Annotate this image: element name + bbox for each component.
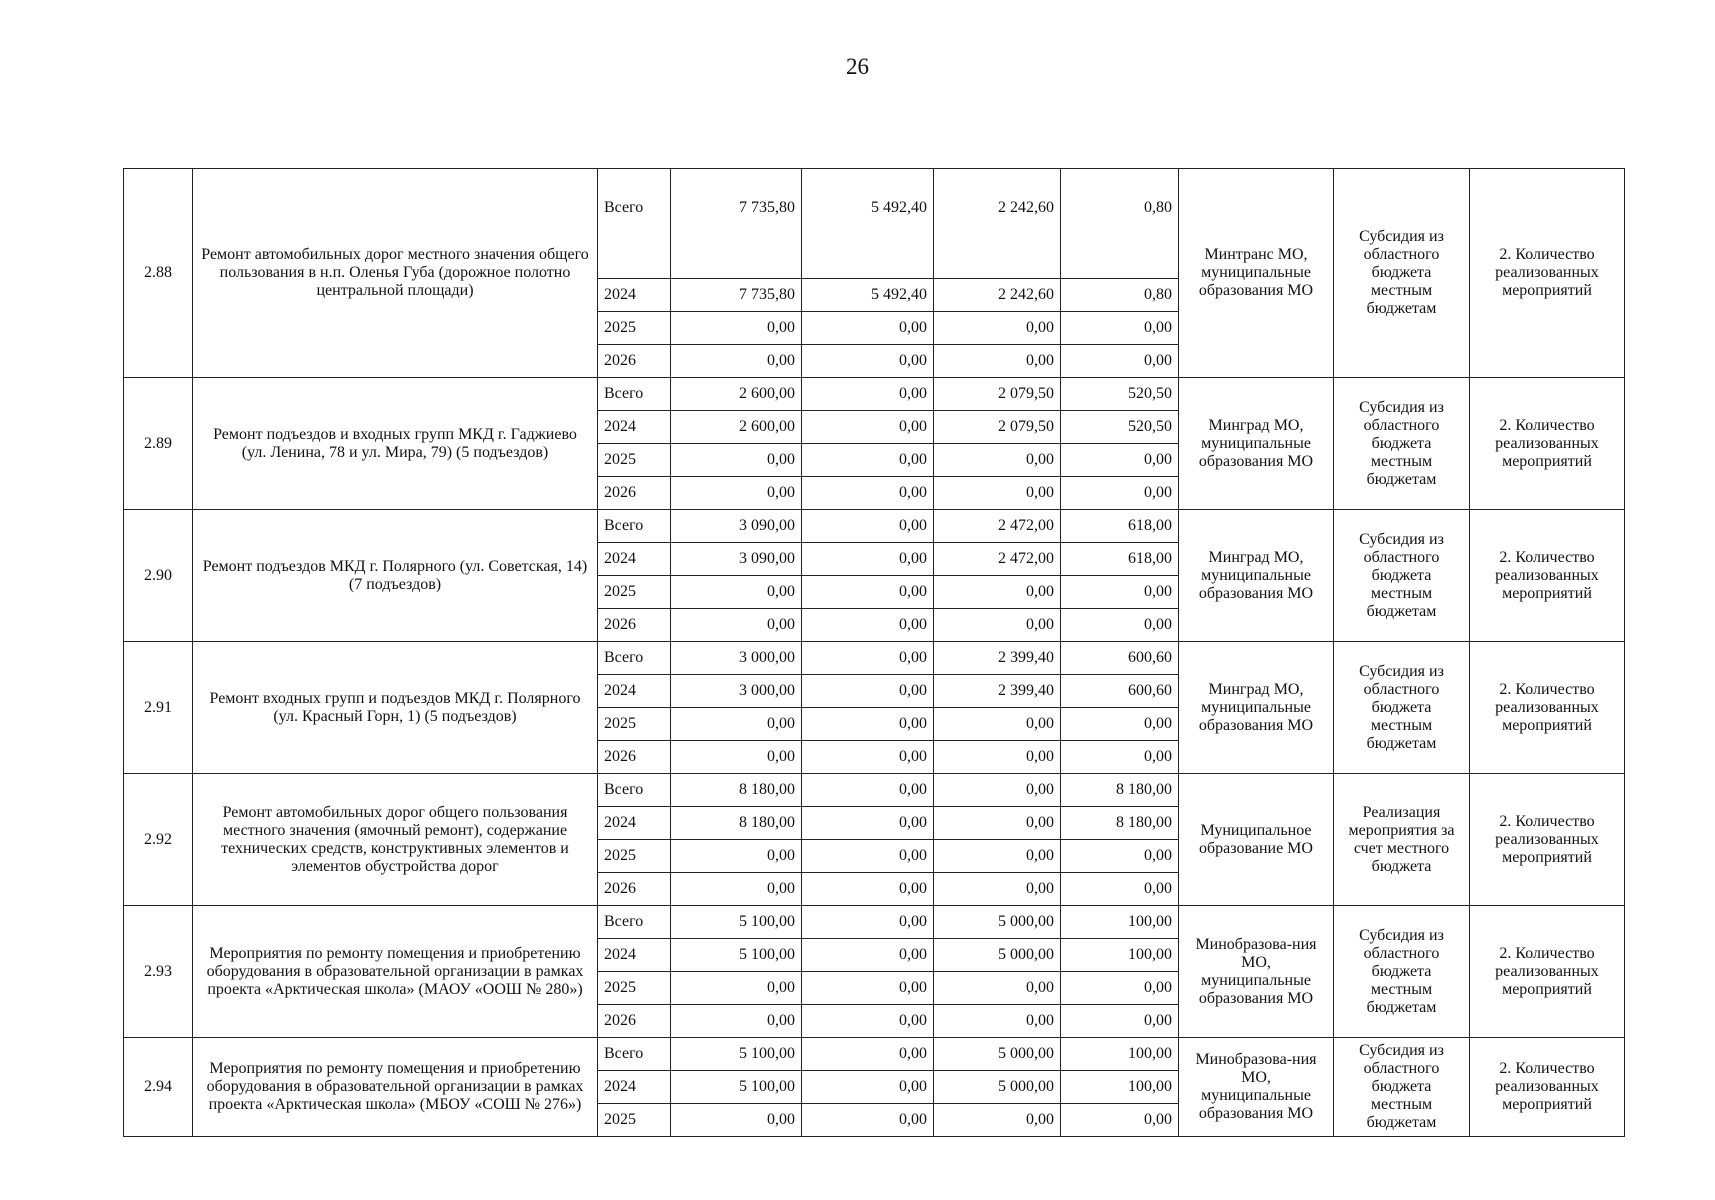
local-amount-cell: 520,50 (1061, 378, 1179, 411)
measure-number: 2.91 (124, 642, 193, 774)
executor-cell: Минтранс МО, муниципальные образования МО (1179, 169, 1334, 378)
federal-amount-cell: 0,00 (802, 312, 934, 345)
measure-name: Ремонт подъездов МКД г. Полярного (ул. Советская, 14) (7 подъездов) (193, 510, 598, 642)
local-amount-cell: 0,00 (1061, 444, 1179, 477)
year-cell: 2025 (598, 444, 671, 477)
regional-amount-cell: 5 000,00 (934, 1071, 1061, 1104)
local-amount-cell: 100,00 (1061, 1038, 1179, 1071)
local-amount-cell: 0,00 (1061, 840, 1179, 873)
year-cell: 2026 (598, 1005, 671, 1038)
local-amount-cell: 8 180,00 (1061, 807, 1179, 840)
total-amount-cell: 0,00 (671, 609, 802, 642)
total-amount-cell: 0,00 (671, 345, 802, 378)
total-amount-cell: 3 090,00 (671, 543, 802, 576)
local-amount-cell: 0,00 (1061, 345, 1179, 378)
year-cell: Всего (598, 642, 671, 675)
executor-cell: Минобразова-ния МО, муниципальные образования МО (1179, 1038, 1334, 1137)
local-amount-cell: 520,50 (1061, 411, 1179, 444)
indicator-cell: 2. Количество реализованных мероприятий (1470, 906, 1625, 1038)
executor-cell: Муниципальное образование МО (1179, 774, 1334, 906)
federal-amount-cell: 0,00 (802, 576, 934, 609)
federal-amount-cell: 0,00 (802, 543, 934, 576)
regional-amount-cell: 0,00 (934, 444, 1061, 477)
total-amount-cell: 0,00 (671, 1104, 802, 1137)
regional-amount-cell: 0,00 (934, 1104, 1061, 1137)
total-amount-cell: 5 100,00 (671, 1038, 802, 1071)
mechanism-cell: Субсидия из областного бюджета местным бюджетам (1334, 906, 1470, 1038)
year-cell: 2024 (598, 675, 671, 708)
year-cell: Всего (598, 510, 671, 543)
federal-amount-cell: 0,00 (802, 708, 934, 741)
year-cell: 2025 (598, 972, 671, 1005)
measure-number: 2.94 (124, 1038, 193, 1137)
year-cell: 2024 (598, 1071, 671, 1104)
total-amount-cell: 5 100,00 (671, 906, 802, 939)
year-cell: 2024 (598, 939, 671, 972)
table-row (124, 1038, 1625, 1071)
mechanism-cell: Субсидия из областного бюджета местным бюджетам (1334, 169, 1470, 378)
local-amount-cell: 0,00 (1061, 477, 1179, 510)
indicator-cell: 2. Количество реализованных мероприятий (1470, 169, 1625, 378)
regional-amount-cell: 0,00 (934, 807, 1061, 840)
federal-amount-cell: 5 492,40 (802, 169, 934, 279)
measure-number: 2.89 (124, 378, 193, 510)
year-cell: Всего (598, 378, 671, 411)
total-amount-cell: 0,00 (671, 741, 802, 774)
measure-name: Ремонт входных групп и подъездов МКД г. Полярного (ул. Красный Горн, 1) (5 подъездов) (193, 642, 598, 774)
year-cell: 2026 (598, 609, 671, 642)
federal-amount-cell: 0,00 (802, 444, 934, 477)
regional-amount-cell: 2 242,60 (934, 169, 1061, 279)
regional-amount-cell: 2 242,60 (934, 279, 1061, 312)
regional-amount-cell: 2 079,50 (934, 411, 1061, 444)
executor-cell: Минобразова-ния МО, муниципальные образования МО (1179, 906, 1334, 1038)
mechanism-cell: Реализация мероприятия за счет местного бюджета (1334, 774, 1470, 906)
indicator-cell: 2. Количество реализованных мероприятий (1470, 774, 1625, 906)
measure-number: 2.90 (124, 510, 193, 642)
local-amount-cell: 0,00 (1061, 873, 1179, 906)
measure-name: Ремонт подъездов и входных групп МКД г. Гаджиево (ул. Ленина, 78 и ул. Мира, 79) (5 подъездов) (193, 378, 598, 510)
regional-amount-cell: 0,00 (934, 1005, 1061, 1038)
mechanism-cell: Субсидия из областного бюджета местным бюджетам (1334, 1038, 1470, 1137)
year-cell: 2024 (598, 279, 671, 312)
year-cell: 2024 (598, 411, 671, 444)
total-amount-cell: 3 000,00 (671, 642, 802, 675)
local-amount-cell: 100,00 (1061, 939, 1179, 972)
local-amount-cell: 0,00 (1061, 972, 1179, 1005)
year-cell: 2026 (598, 741, 671, 774)
executor-cell: Минград МО, муниципальные образования МО (1179, 378, 1334, 510)
total-amount-cell: 0,00 (671, 840, 802, 873)
table-row (124, 774, 1625, 807)
measure-number: 2.92 (124, 774, 193, 906)
total-amount-cell: 0,00 (671, 444, 802, 477)
regional-amount-cell: 0,00 (934, 840, 1061, 873)
federal-amount-cell: 0,00 (802, 1104, 934, 1137)
measure-name: Мероприятия по ремонту помещения и приобретению оборудования в образовательной организации в рамках проекта «Арктическая школа» (МБОУ «СОШ № 276») (193, 1038, 598, 1137)
local-amount-cell: 100,00 (1061, 1071, 1179, 1104)
total-amount-cell: 2 600,00 (671, 411, 802, 444)
federal-amount-cell: 0,00 (802, 510, 934, 543)
total-amount-cell: 8 180,00 (671, 807, 802, 840)
local-amount-cell: 0,00 (1061, 1005, 1179, 1038)
regional-amount-cell: 0,00 (934, 576, 1061, 609)
regional-amount-cell: 0,00 (934, 477, 1061, 510)
measure-number: 2.88 (124, 169, 193, 378)
total-amount-cell: 0,00 (671, 576, 802, 609)
year-cell: 2025 (598, 576, 671, 609)
total-amount-cell: 5 100,00 (671, 1071, 802, 1104)
local-amount-cell: 0,00 (1061, 741, 1179, 774)
executor-cell: Минград МО, муниципальные образования МО (1179, 642, 1334, 774)
total-amount-cell: 0,00 (671, 873, 802, 906)
local-amount-cell: 0,00 (1061, 609, 1179, 642)
federal-amount-cell: 0,00 (802, 411, 934, 444)
regional-amount-cell: 0,00 (934, 708, 1061, 741)
federal-amount-cell: 0,00 (802, 378, 934, 411)
total-amount-cell: 7 735,80 (671, 279, 802, 312)
local-amount-cell: 0,80 (1061, 279, 1179, 312)
measure-name: Мероприятия по ремонту помещения и приобретению оборудования в образовательной организации в рамках проекта «Арктическая школа» (МАОУ «ООШ № 280») (193, 906, 598, 1038)
total-amount-cell: 0,00 (671, 312, 802, 345)
regional-amount-cell: 2 472,00 (934, 543, 1061, 576)
year-cell: Всего (598, 906, 671, 939)
total-amount-cell: 3 090,00 (671, 510, 802, 543)
total-amount-cell: 8 180,00 (671, 774, 802, 807)
regional-amount-cell: 2 399,40 (934, 642, 1061, 675)
indicator-cell: 2. Количество реализованных мероприятий (1470, 642, 1625, 774)
federal-amount-cell: 0,00 (802, 345, 934, 378)
federal-amount-cell: 0,00 (802, 1038, 934, 1071)
total-amount-cell: 0,00 (671, 708, 802, 741)
regional-amount-cell: 2 472,00 (934, 510, 1061, 543)
regional-amount-cell: 0,00 (934, 609, 1061, 642)
measures-table (123, 168, 1625, 1137)
local-amount-cell: 618,00 (1061, 510, 1179, 543)
regional-amount-cell: 0,00 (934, 345, 1061, 378)
executor-cell: Минград МО, муниципальные образования МО (1179, 510, 1334, 642)
mechanism-cell: Субсидия из областного бюджета местным бюджетам (1334, 510, 1470, 642)
year-cell: 2025 (598, 1104, 671, 1137)
regional-amount-cell: 5 000,00 (934, 906, 1061, 939)
table-row (124, 906, 1625, 939)
total-amount-cell: 0,00 (671, 477, 802, 510)
local-amount-cell: 0,80 (1061, 169, 1179, 279)
local-amount-cell: 8 180,00 (1061, 774, 1179, 807)
measure-number: 2.93 (124, 906, 193, 1038)
regional-amount-cell: 5 000,00 (934, 939, 1061, 972)
total-amount-cell: 7 735,80 (671, 169, 802, 279)
table-row (124, 642, 1625, 675)
federal-amount-cell: 0,00 (802, 609, 934, 642)
regional-amount-cell: 0,00 (934, 873, 1061, 906)
page-number: 26 (846, 54, 869, 79)
year-cell: Всего (598, 169, 671, 279)
mechanism-cell: Субсидия из областного бюджета местным бюджетам (1334, 378, 1470, 510)
regional-amount-cell: 0,00 (934, 741, 1061, 774)
federal-amount-cell: 0,00 (802, 906, 934, 939)
indicator-cell: 2. Количество реализованных мероприятий (1470, 378, 1625, 510)
regional-amount-cell: 0,00 (934, 972, 1061, 1005)
federal-amount-cell: 0,00 (802, 1071, 934, 1104)
year-cell: 2025 (598, 840, 671, 873)
year-cell: Всего (598, 1038, 671, 1071)
regional-amount-cell: 0,00 (934, 774, 1061, 807)
regional-amount-cell: 0,00 (934, 312, 1061, 345)
total-amount-cell: 2 600,00 (671, 378, 802, 411)
year-cell: 2024 (598, 543, 671, 576)
local-amount-cell: 0,00 (1061, 1104, 1179, 1137)
federal-amount-cell: 0,00 (802, 939, 934, 972)
year-cell: 2026 (598, 873, 671, 906)
measure-name: Ремонт автомобильных дорог общего пользования местного значения (ямочный ремонт), содержание технических средств, конструктивных элементов и элементов обустройства дорог (193, 774, 598, 906)
federal-amount-cell: 0,00 (802, 477, 934, 510)
year-cell: 2025 (598, 312, 671, 345)
local-amount-cell: 600,60 (1061, 675, 1179, 708)
federal-amount-cell: 0,00 (802, 774, 934, 807)
local-amount-cell: 0,00 (1061, 576, 1179, 609)
measure-name: Ремонт автомобильных дорог местного значения общего пользования в н.п. Оленья Губа (дорожное полотно центральной площади) (193, 169, 598, 378)
indicator-cell: 2. Количество реализованных мероприятий (1470, 510, 1625, 642)
federal-amount-cell: 0,00 (802, 675, 934, 708)
total-amount-cell: 0,00 (671, 1005, 802, 1038)
mechanism-cell: Субсидия из областного бюджета местным бюджетам (1334, 642, 1470, 774)
federal-amount-cell: 0,00 (802, 840, 934, 873)
regional-amount-cell: 2 399,40 (934, 675, 1061, 708)
year-cell: 2024 (598, 807, 671, 840)
federal-amount-cell: 0,00 (802, 807, 934, 840)
total-amount-cell: 5 100,00 (671, 939, 802, 972)
regional-amount-cell: 2 079,50 (934, 378, 1061, 411)
federal-amount-cell: 0,00 (802, 741, 934, 774)
table-row (124, 169, 1625, 279)
total-amount-cell: 0,00 (671, 972, 802, 1005)
local-amount-cell: 0,00 (1061, 708, 1179, 741)
local-amount-cell: 0,00 (1061, 312, 1179, 345)
local-amount-cell: 618,00 (1061, 543, 1179, 576)
table-body (124, 169, 1625, 1137)
year-cell: 2025 (598, 708, 671, 741)
year-cell: 2026 (598, 345, 671, 378)
table-row (124, 510, 1625, 543)
year-cell: Всего (598, 774, 671, 807)
table-row (124, 378, 1625, 411)
local-amount-cell: 600,60 (1061, 642, 1179, 675)
local-amount-cell: 100,00 (1061, 906, 1179, 939)
federal-amount-cell: 0,00 (802, 1005, 934, 1038)
federal-amount-cell: 0,00 (802, 873, 934, 906)
federal-amount-cell: 0,00 (802, 642, 934, 675)
indicator-cell: 2. Количество реализованных мероприятий (1470, 1038, 1625, 1137)
federal-amount-cell: 0,00 (802, 972, 934, 1005)
federal-amount-cell: 5 492,40 (802, 279, 934, 312)
total-amount-cell: 3 000,00 (671, 675, 802, 708)
year-cell: 2026 (598, 477, 671, 510)
regional-amount-cell: 5 000,00 (934, 1038, 1061, 1071)
